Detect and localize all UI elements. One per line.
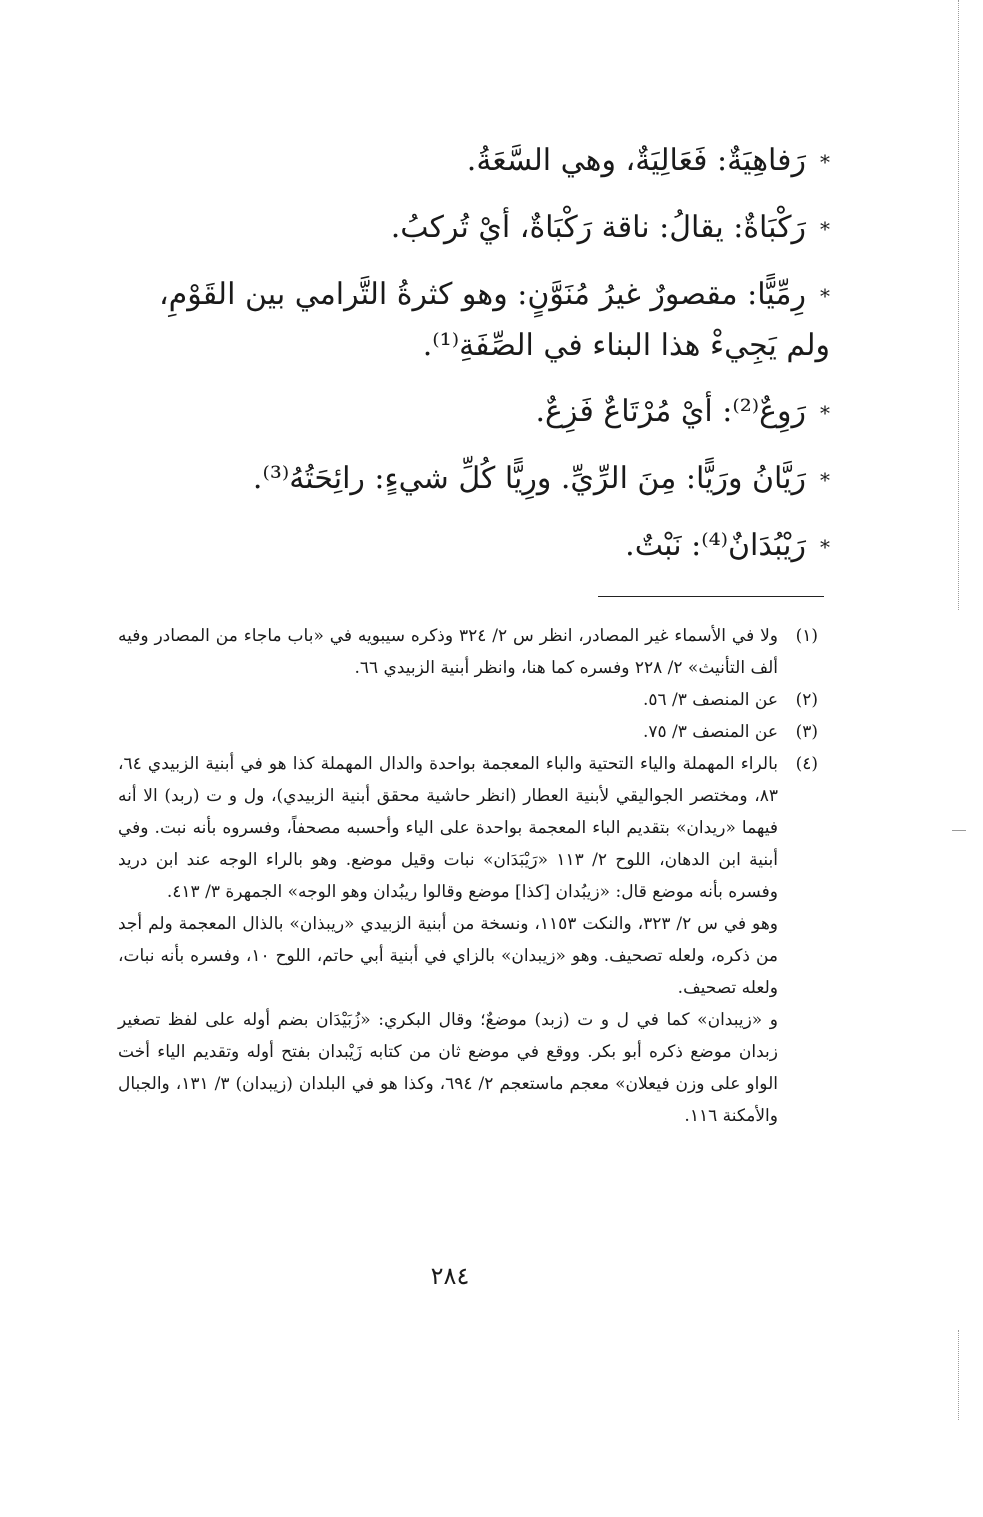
entry-text: رَكْبَاةٌ: يقالُ: ناقة رَكْبَاةٌ، أيْ تُركبُ. xyxy=(390,210,806,245)
footnote-divider xyxy=(598,596,824,597)
entry-rakbah xyxy=(120,195,830,262)
entries-list xyxy=(120,128,830,580)
footnote-body xyxy=(118,716,778,748)
footnote-number: (٤) xyxy=(795,754,818,774)
asterisk-marker: * xyxy=(820,217,830,241)
entry-rimmiya xyxy=(120,270,830,371)
entry-rawi xyxy=(120,379,830,446)
entry-text: رَوِعٌ⁽²⁾: أيْ مُرْتَاعٌ فَزِعٌ. xyxy=(535,394,806,429)
footnote-4 xyxy=(118,748,818,1132)
scan-edge-mark xyxy=(958,1330,959,1420)
page-number: ٢٨٤ xyxy=(430,1262,470,1290)
entry-rayyan xyxy=(120,446,830,513)
footnote-2 xyxy=(118,684,818,716)
footnote-1 xyxy=(118,620,818,684)
asterisk-marker: * xyxy=(820,150,830,174)
footnote-paragraph: عن المنصف ٣/ ٧٥. xyxy=(642,722,778,742)
footnote-number: (١) xyxy=(795,626,818,646)
footnote-body xyxy=(118,684,778,716)
entry-text: رِمِّيًّا: مقصورٌ غيرُ مُنَوَّنٍ: وهو كثرةُ التَّرامي بين القَوْمِ، ولم يَجِيءْ هذا البناء في الصِّفَةِ⁽¹⁾. xyxy=(159,277,830,363)
footnote-paragraph: و «زيبدان» كما في ل و ت (زبد) موضعٌ؛ وقال البكري: «زُبَيْدَان بضم أوله على لفظ تصغير زبدان موضع ذكره أبو بكر. ووقع في موضع ثان من كتابه زَيْبدان بفتح أوله وتقديم الياء أخت الواو على وزن فيعلان» معجم ماستعجم ٢/ ٦٩٤، وكذا هو في البلدان (زيبدان) ٣/ ١٣١، والجبال والأمكنة ١١٦. xyxy=(118,1010,778,1126)
entry-rafahiya xyxy=(120,128,830,195)
footnote-paragraph: ولا في الأسماء غير المصادر، انظر س ٢/ ٣٢٤ وذكره سيبويه في «باب ماجاء من المصادر وفيه ألف التأنيث» ٢/ ٢٢٨ وفسره كما هنا، وانظر أبنية الزبيدي ٦٦. xyxy=(118,626,778,678)
asterisk-marker: * xyxy=(820,284,830,308)
entry-raybudan xyxy=(120,513,830,580)
asterisk-marker: * xyxy=(820,535,830,559)
footnote-paragraph: بالراء المهملة والياء التحتية والباء المعجمة بواحدة والدال المهملة كذا هو في أبنية الزبيدي ٦٤، ٨٣، ومختصر الجواليقي لأبنية العطار (انظر حاشية محقق أبنية الزبيدي)، ول و ت (ربد) الا أنه فيهما «ريدان» بتقديم الباء المعجمة بواحدة على الياء وأحسبه مصحفاً، وفسروه بأنه نبت. وفي أبنية ابن الدهان، اللوح ٢/ ١١٣ «رَيْبَدَان» نبات وقيل موضع. وهو بالراء الوجه عند ابن دريد وفسره بأنه موضع قال: «زيبُدان [كذا] موضع وقالوا ريبُدان وهو الوجه» الجمهرة ٣/ ٤١٣. xyxy=(118,754,778,902)
scan-edge-mark xyxy=(958,0,959,610)
entry-text: رَفاهِيَةٌ: فَعَالِيَةٌ، وهي السَّعَةُ. xyxy=(466,143,806,178)
entry-text: رَيَّانُ ورَيًّا: مِنَ الرِّيِّ. ورِيًّا كُلِّ شيءٍ: رائِحَتُهُ⁽³⁾. xyxy=(252,461,806,496)
asterisk-marker: * xyxy=(820,401,830,425)
footnote-body xyxy=(118,748,778,1132)
asterisk-marker: * xyxy=(820,468,830,492)
footnote-paragraph: وهو في س ٢/ ٣٢٣، والنكت ١١٥٣، ونسخة من أبنية الزبيدي «ريبذان» بالذال المعجمة ولم أجد من ذكره، ولعله تصحيف. وهو «زيبدان» بالزاي في أبنية أبي حاتم، اللوح ١٠، وفسره بأنه نبات، ولعله تصحيف. xyxy=(118,914,778,998)
footnote-3 xyxy=(118,716,818,748)
footnotes-section xyxy=(118,620,818,1132)
footnote-paragraph: عن المنصف ٣/ ٥٦. xyxy=(642,690,778,710)
footnote-body xyxy=(118,620,778,684)
footnote-number: (٢) xyxy=(795,690,818,710)
footnote-number: (٣) xyxy=(795,722,818,742)
scan-edge-tick xyxy=(952,830,966,831)
entry-text: رَيْبُدَانٌ⁽⁴⁾: نَبْتٌ. xyxy=(625,528,806,563)
